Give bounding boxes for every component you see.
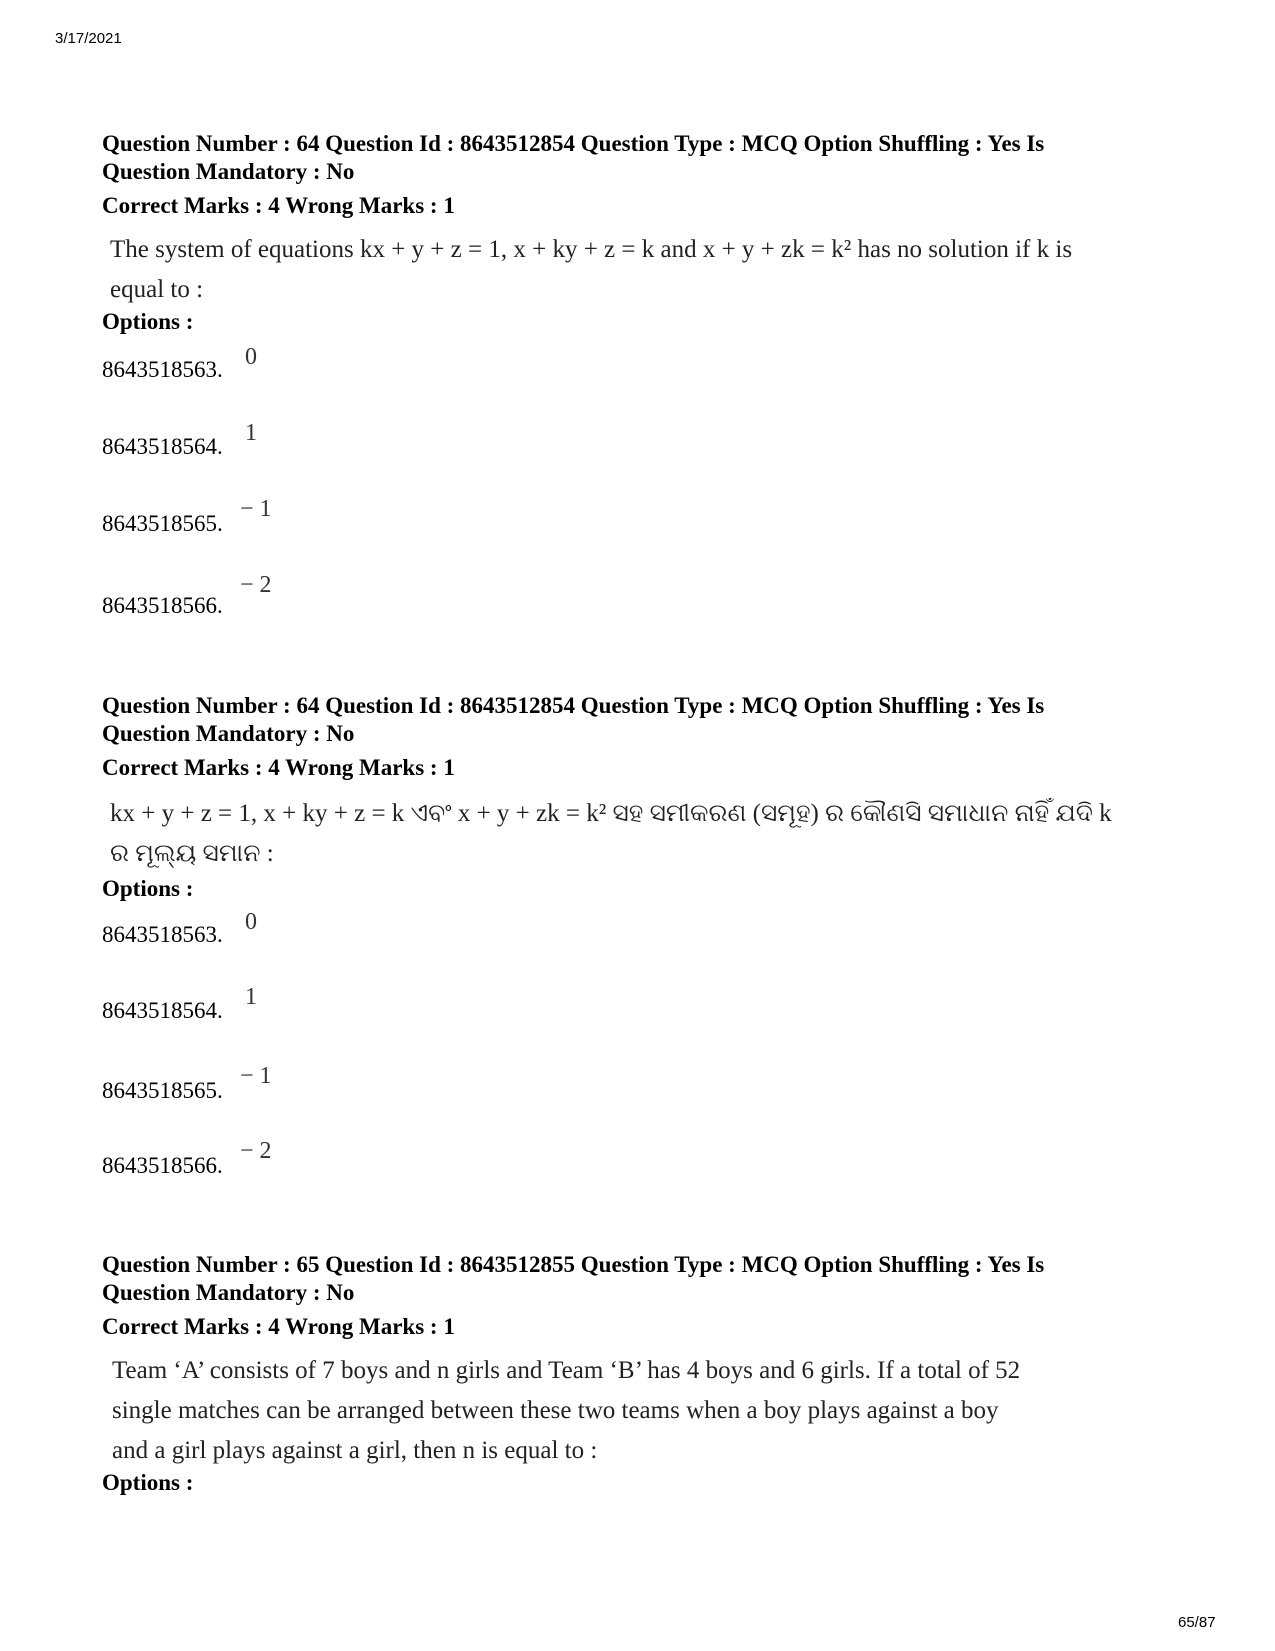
option-value: 1 <box>245 984 257 1010</box>
question-text <box>112 1351 1202 1471</box>
option-id: 8643518564. <box>102 998 223 1023</box>
option-id: 8643518565. <box>102 1078 223 1103</box>
option-value: 0 <box>245 344 257 370</box>
option-id: 8643518566. <box>102 1153 223 1178</box>
option-value: 1 <box>245 420 257 446</box>
question-text-line2: equal to : <box>110 276 204 303</box>
question-marks: Correct Marks : 4 Wrong Marks : 1 <box>102 755 455 780</box>
option-value: 0 <box>245 909 257 935</box>
question-marks: Correct Marks : 4 Wrong Marks : 1 <box>102 1314 455 1339</box>
question-text-line1: kx + y + z = 1, x + ky + z = k ଏବଂ x + y + zk = k² ସହ ସମୀକରଣ (ସମୂହ) ର କୌଣସି ସମାଧାନ ନାହିଁ ଯଦି k <box>110 800 1112 827</box>
question-meta-line1: Question Number : 65 Question Id : 8643512855 Question Type : MCQ Option Shuffling : Yes Is <box>102 1252 1045 1277</box>
page-date: 3/17/2021 <box>55 30 122 47</box>
question-meta-line2: Question Mandatory : No <box>102 721 355 746</box>
option-id: 8643518563. <box>102 922 223 947</box>
question-meta-line2: Question Mandatory : No <box>102 159 355 184</box>
options-label: Options : <box>102 1470 194 1495</box>
option-value: − 2 <box>240 572 272 598</box>
option-id: 8643518566. <box>102 593 223 618</box>
option-id: 8643518565. <box>102 511 223 536</box>
question-block-64-odia <box>102 692 1192 782</box>
question-text-line2: ର ମୂଲ୍ୟ ସମାନ : <box>110 840 274 867</box>
option-value: − 2 <box>240 1138 272 1164</box>
page-number: 65/87 <box>1178 1614 1216 1631</box>
question-meta-line1: Question Number : 64 Question Id : 8643512854 Question Type : MCQ Option Shuffling : Yes Is <box>102 131 1045 156</box>
question-text-line1: Team ‘A’ consists of 7 boys and n girls and Team ‘B’ has 4 boys and 6 girls. If a total of 52 <box>112 1357 1021 1384</box>
question-block-64-english <box>102 130 1192 220</box>
option-id: 8643518564. <box>102 434 223 459</box>
question-text <box>110 794 1200 874</box>
option-id: 8643518563. <box>102 357 223 382</box>
question-text-line1: The system of equations kx + y + z = 1, x + ky + z = k and x + y + zk = k² has no solution if k is <box>110 236 1073 263</box>
question-meta-line1: Question Number : 64 Question Id : 8643512854 Question Type : MCQ Option Shuffling : Yes Is <box>102 693 1045 718</box>
question-marks: Correct Marks : 4 Wrong Marks : 1 <box>102 193 455 218</box>
question-text <box>110 230 1200 310</box>
options-label: Options : <box>102 876 194 901</box>
option-value: − 1 <box>240 1063 272 1089</box>
question-text-line2: single matches can be arranged between these two teams when a boy plays against a boy <box>112 1397 999 1424</box>
question-text-line3: and a girl plays against a girl, then n is equal to : <box>112 1437 598 1464</box>
option-value: − 1 <box>240 496 272 522</box>
question-block-65 <box>102 1251 1192 1341</box>
options-label: Options : <box>102 309 194 334</box>
question-meta-line2: Question Mandatory : No <box>102 1280 355 1305</box>
